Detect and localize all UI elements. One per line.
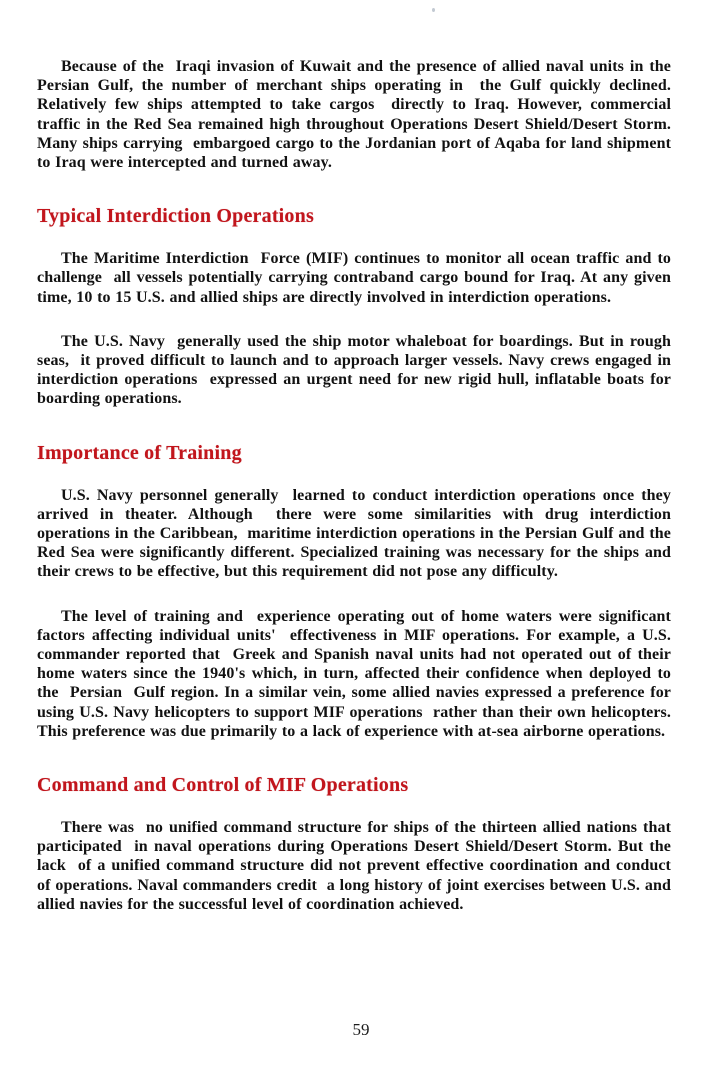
heading-command-and-control: Command and Control of MIF Operations (37, 774, 409, 797)
page-number: 59 (352, 1020, 370, 1039)
paragraph-mif-monitor: The Maritime Interdiction Force (MIF) continues to monitor all ocean traffic and to challenge all vessels potentially carrying contraband cargo bound for Iraq. At any given time, 10 to 15 U.S. and allied ships are directly involved in interdiction operations. (37, 250, 676, 306)
heading-typical-interdiction-operations: Typical Interdiction Operations (37, 205, 314, 228)
paragraph-whaleboat: The U.S. Navy generally used the ship motor whaleboat for boardings. But in rough seas, it proved difficult to launch and to approach larger vessels. Navy crews engaged in interdiction operations expressed an urgent need for new rigid hull, inflatable boats for boarding operations. (37, 332, 676, 408)
paragraph-experience: The level of training and experience operating out of home waters were significant factors affecting individual units' effectiveness in MIF operations. For example, a U.S. commander reported that Greek and Spanish naval units had not operated out of their home waters since the 1940's which, in turn, affected their confidence when deployed to the Persian Gulf region. In a similar vein, some allied navies expressed a preference for using U.S. Navy helicopters to support MIF operations rather than their own helicopters. This preference was due primarily to a lack of experience with at-sea airborne operations. (37, 607, 676, 740)
paragraph-training: U.S. Navy personnel generally learned to conduct interdiction operations once they arrived in theater. Although there were some similarities with drug interdiction operations in the Caribbean, maritime interdiction operations in the Persian Gulf and the Red Sea were significantly different. Specialized training was necessary for the ships and their crews to be effective, but this requirement did not pose any difficulty. (37, 486, 681, 581)
heading-importance-of-training: Importance of Training (37, 441, 242, 464)
text-block (37, 57, 681, 939)
paragraph-intro: Because of the Iraqi invasion of Kuwait and the presence of allied naval units in the Persian Gulf, the number of merchant ships operating in the Gulf quickly declined. Relatively few ships attempted to take cargos directly to Iraq. However, commercial traffic in the Red Sea remained high throughout Operations Desert Shield/Desert Storm. Many ships carrying embargoed cargo to the Jordanian port of Aqaba for land shipment to Iraq were intercepted and turned away. (37, 58, 676, 172)
scan-artifact-speck (432, 8, 435, 12)
paragraph-command: There was no unified command structure for ships of the thirteen allied nations that participated in naval operations during Operations Desert Shield/Desert Storm. But the lack of a unified command structure did not prevent effective coordination and conduct of operations. Naval commanders credit a long history of joint exercises between U.S. and allied navies for the successful level of coordination achieved. (37, 819, 676, 913)
